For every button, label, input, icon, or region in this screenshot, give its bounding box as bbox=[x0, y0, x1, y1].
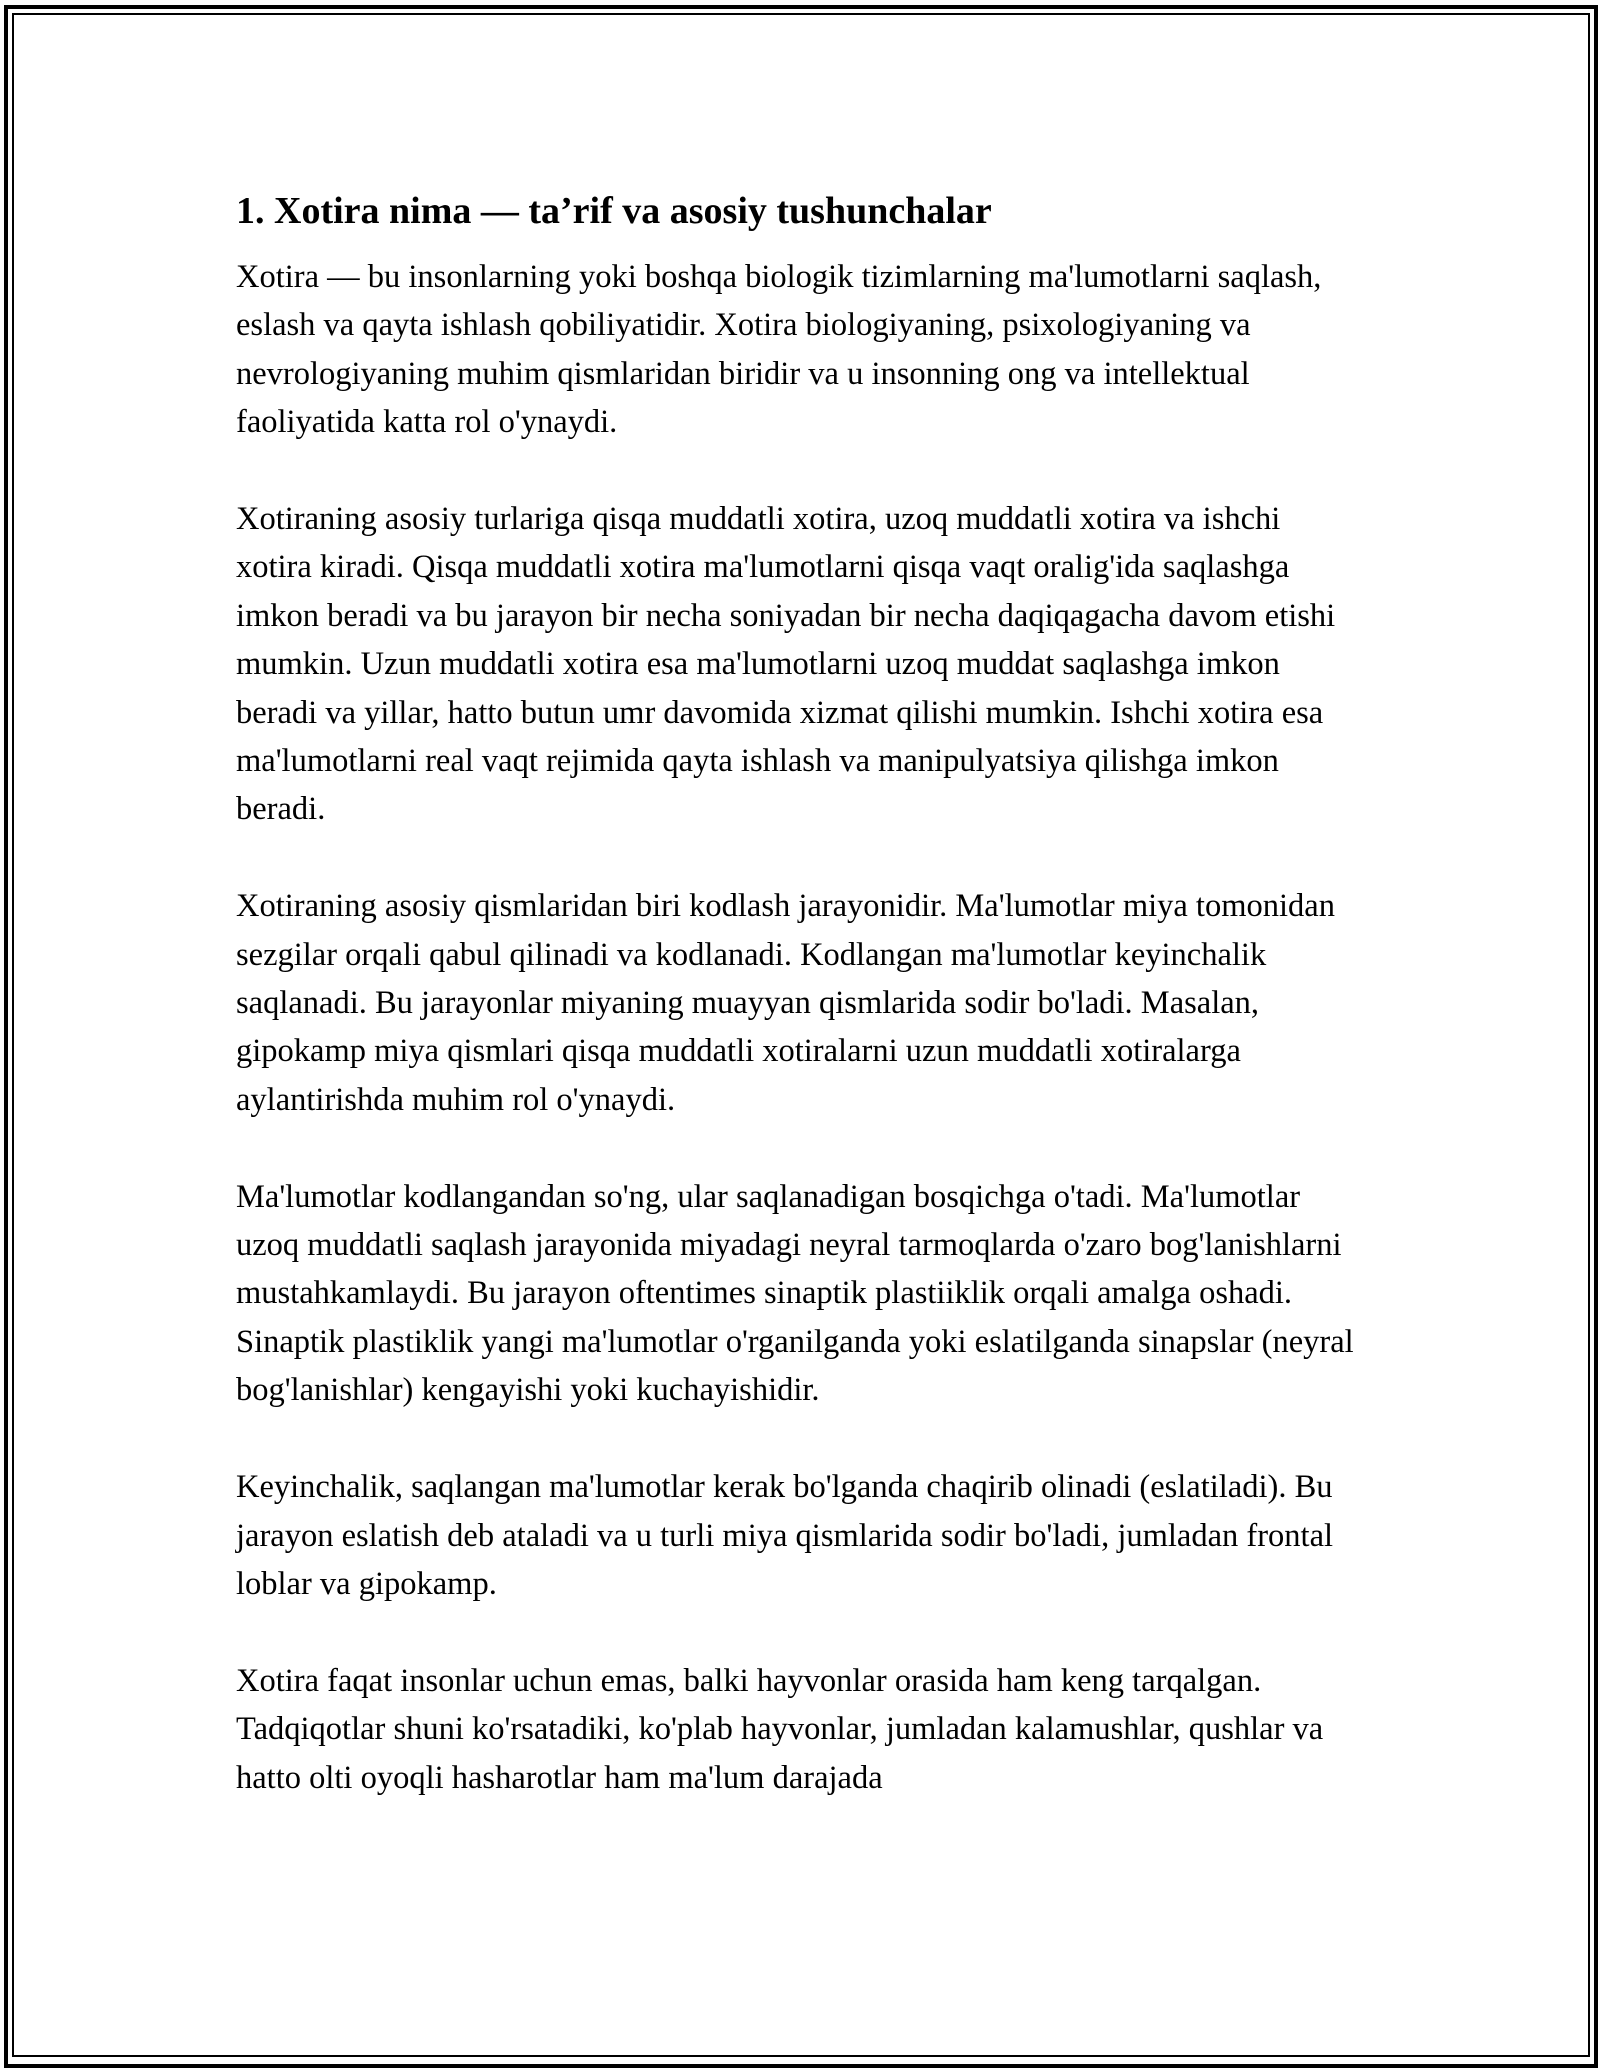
paragraph-encoding: Xotiraning asosiy qismlaridan biri kodlash jarayonidir. Ma'lumotlar miya tomonidan sezgilar orqali qabul qilinadi va kodlanadi. Kodlangan ma'lumotlar keyinchalik saqlanadi. Bu jarayonlar miyaning muayyan qismlarida sodir bo'ladi. Masalan, gipokamp miya qismlari qisqa muddatli xotiralarni uzun muddatli xotiralarga aylantirishda muhim rol o'ynaydi. bbox=[236, 888, 1335, 1118]
paragraph-animals: Xotira faqat insonlar uchun emas, balki hayvonlar orasida ham keng tarqalgan. Tadqiqotlar shuni ko'rsatadiki, ko'plab hayvonlar, jumladan kalamushlar, qushlar va hatto olti oyoqli hasharotlar ham ma'lum darajada bbox=[236, 1662, 1324, 1796]
document-body bbox=[236, 185, 1361, 1802]
paragraph-retrieval: Keyinchalik, saqlangan ma'lumotlar kerak bo'lganda chaqirib olinadi (eslatiladi). Bu jarayon eslatish deb ataladi va u turli miya qismlarida sodir bo'ladi, jumladan frontal loblar va gipokamp. bbox=[236, 1469, 1334, 1602]
paragraph-memory-types: Xotiraning asosiy turlariga qisqa muddatli xotira, uzoq muddatli xotira va ishchi xotira kiradi. Qisqa muddatli xotira ma'lumotlarni qisqa vaqt oralig'ida saqlashga imkon beradi va bu jarayon bir necha soniyadan bir necha daqiqagacha davom etishi mumkin. Uzun muddatli xotira esa ma'lumotlarni uzoq muddat saqlashga imkon beradi va yillar, hatto butun umr davomida xizmat qilishi mumkin. Ishchi xotira esa ma'lumotlarni real vaqt rejimida qayta ishlash va manipulyatsiya qilishga imkon beradi. bbox=[236, 501, 1336, 828]
section-heading: 1. Xotira nima — ta’rif va asosiy tushunchalar bbox=[236, 190, 992, 232]
paragraph-definition: Xotira — bu insonlarning yoki boshqa biologik tizimlarning ma'lumotlarni saqlash, eslash va qayta ishlash qobiliyatidir. Xotira biologiyaning, psixologiyaning va nevrologiyaning muhim qismlaridan biridir va u insonning ong va intellektual faoliyatida katta rol o'ynaydi. bbox=[236, 259, 1322, 441]
paragraph-storage: Ma'lumotlar kodlangandan so'ng, ular saqlanadigan bosqichga o'tadi. Ma'lumotlar uzoq muddatli saqlash jarayonida miyadagi neyral tarmoqlarda o'zaro bog'lanishlarni mustahkamlaydi. Bu jarayon oftentimes sinaptik plastiiklik orqali amalga oshadi. Sinaptik plastiklik yangi ma'lumotlar o'rganilganda yoki eslatilganda sinapslar (neyral bog'lanishlar) kengayishi yoki kuchayishidir. bbox=[236, 1178, 1354, 1409]
